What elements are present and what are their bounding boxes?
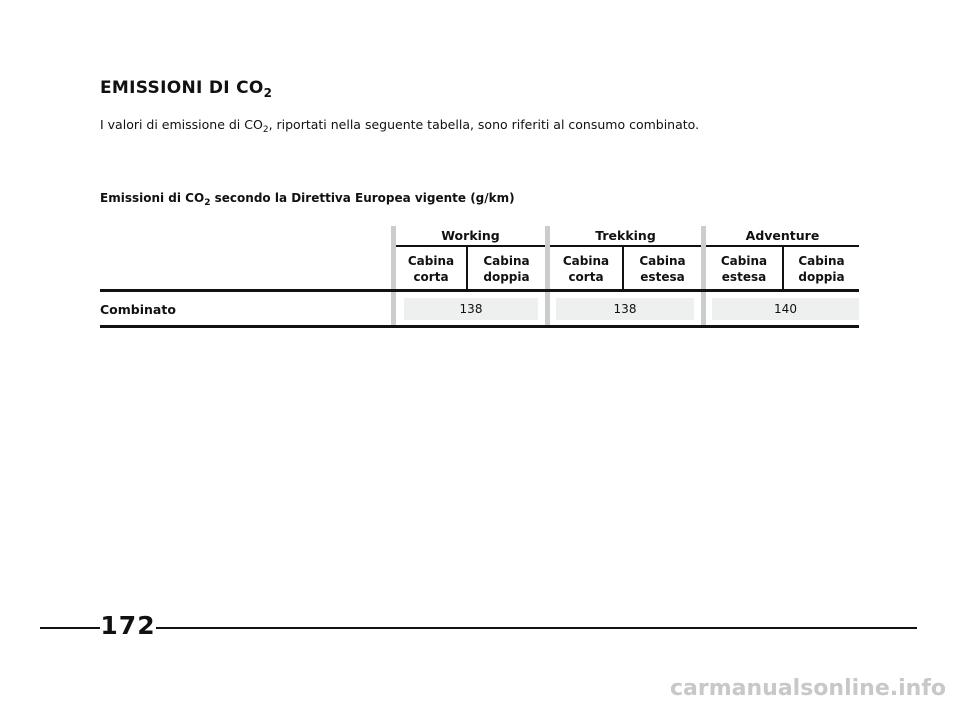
subheader-line: Cabina [562,254,610,268]
footer-rule [40,627,917,629]
intro-paragraph [100,117,699,135]
group-header-trekking: Trekking [595,228,656,243]
subheader-line: Cabina [798,254,845,268]
group-header-working: Working [441,228,500,243]
subheader-line: estesa [640,270,685,284]
title-subscript: 2 [263,86,273,100]
subheader-line: corta [568,270,604,284]
table-caption [100,191,515,208]
header-rule [100,289,859,292]
subheader-line: estesa [721,270,767,284]
subheader-adventure-1 [706,253,782,285]
intro-text-after: , riportati nella seguente tabella, sono riferiti al consumo combinato. [268,117,700,132]
title-text: EMISSIONI DI CO [100,78,264,98]
row-label-combinato: Combinato [100,302,176,317]
value-cell-working: 138 [404,298,538,320]
group-underline [396,245,545,247]
subheader-line: Cabina [639,254,686,268]
caption-text-before: Emissioni di CO [100,191,205,205]
caption-text-after: secondo la Direttiva Europea vigente (g/km) [210,191,515,205]
subheader-trekking-1 [550,253,622,285]
section-title [100,78,272,100]
subheader-line: doppia [798,270,845,284]
subheader-working-2 [468,253,545,285]
value-cell-adventure: 140 [712,298,859,320]
caption-subscript: 2 [204,198,211,208]
page-number: 172 [100,611,156,640]
group-header-adventure: Adventure [745,228,820,243]
subheader-line: Cabina [720,254,768,268]
subheader-adventure-2 [784,253,859,285]
intro-subscript: 2 [262,125,269,135]
value-cell-trekking: 138 [556,298,694,320]
subheader-line: Cabina [483,254,530,268]
subheader-line: doppia [483,270,530,284]
subheader-line: Cabina [407,254,455,268]
subheader-trekking-2 [624,253,701,285]
intro-text-before: I valori di emissione di CO [100,117,263,132]
subheader-working-1 [396,253,466,285]
subheader-line: corta [413,270,449,284]
group-underline [550,245,701,247]
table-bottom-rule [100,325,859,328]
watermark: carmanualsonline.info [670,676,946,701]
